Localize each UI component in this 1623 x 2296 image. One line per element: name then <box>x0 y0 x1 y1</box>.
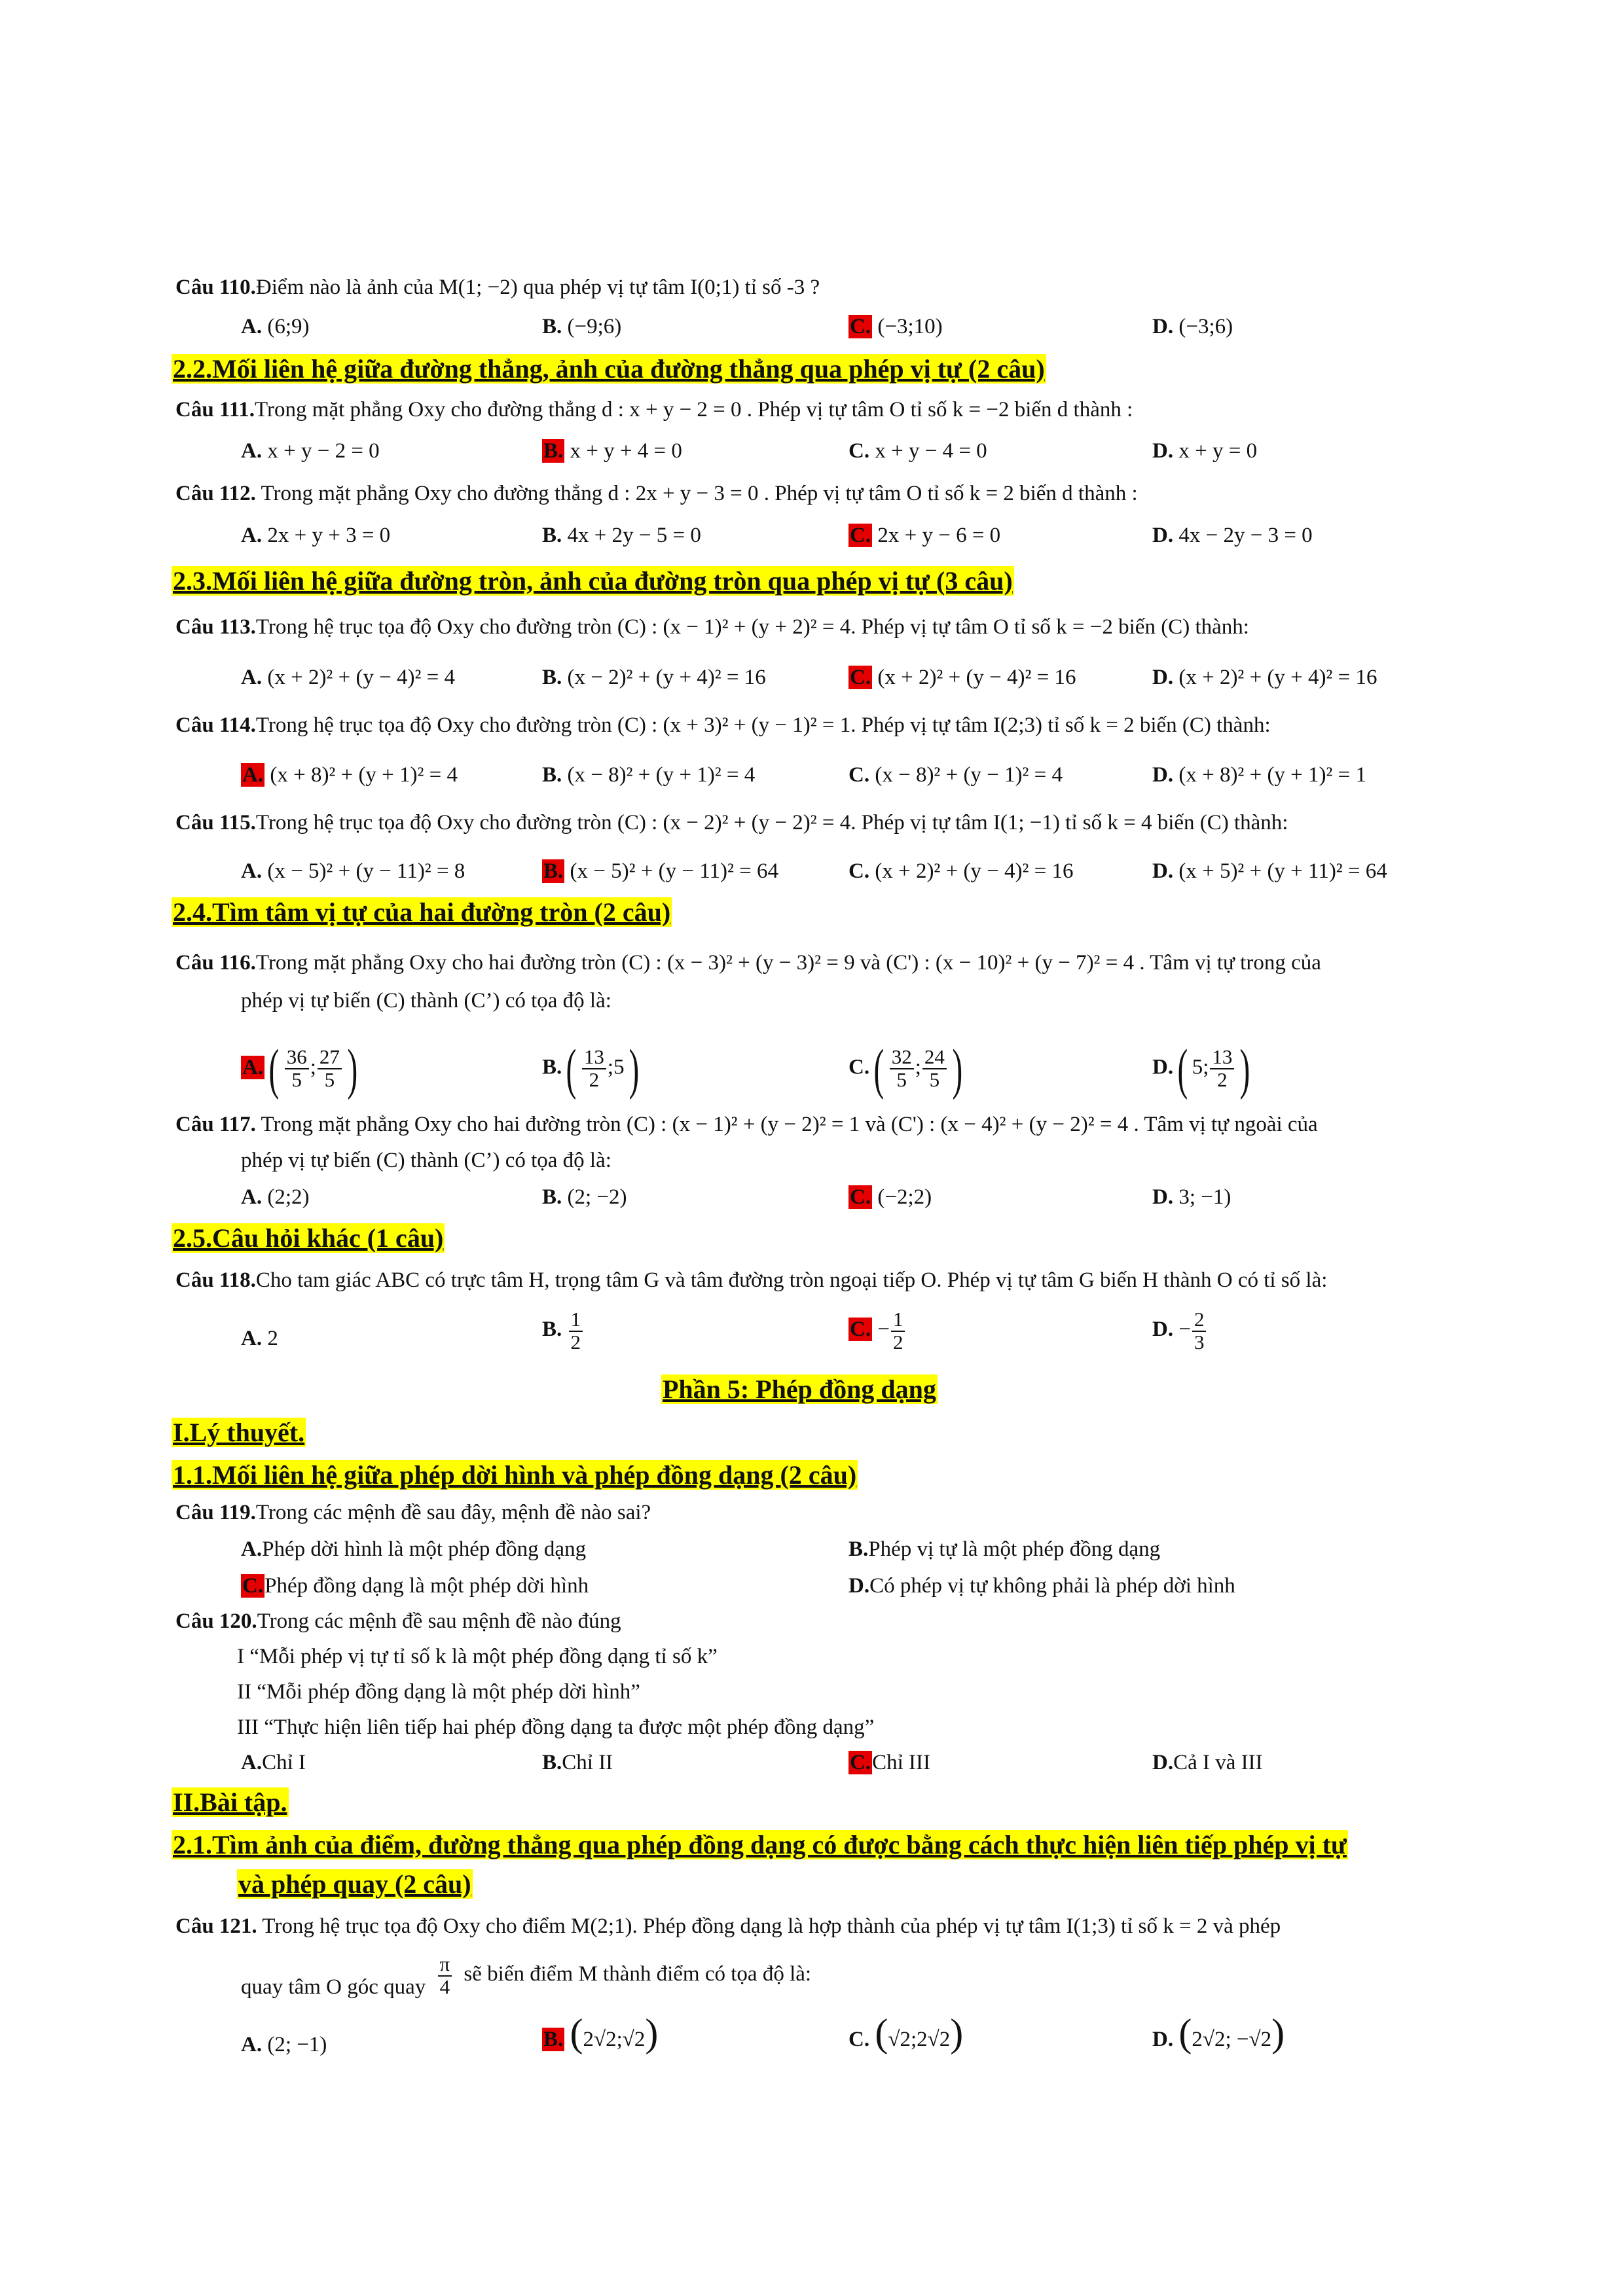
q120-statement-1: I “Mỗi phép vị tự tỉ số k là một phép đồng dạng tỉ số k” <box>237 1645 718 1668</box>
q110-option-d[interactable]: D. (−3;6) <box>1152 315 1233 338</box>
part-title: Phần 5: Phép đồng dạng <box>663 1374 936 1404</box>
q113-option-d[interactable]: D. (x + 2)² + (y + 4)² = 16 <box>1152 666 1377 689</box>
q119-option-a[interactable]: A.Phép dời hình là một phép đồng dạng <box>241 1537 587 1561</box>
answer-mark: C. <box>242 1574 264 1598</box>
q115-options <box>0 857 1623 885</box>
q121-options <box>0 2011 1623 2072</box>
q115-option-a[interactable]: A. (x − 5)² + (y − 11)² = 8 <box>241 859 465 883</box>
q114-option-b[interactable]: B. (x − 8)² + (y + 1)² = 4 <box>542 763 756 787</box>
q115-stem: Câu 115.Trong hệ trục tọa độ Oxy cho đường tròn (C) : (x − 2)² + (y − 2)² = 4. Phép vị tự tâm I(1; −1) tỉ số k = 4 biến (C) thành: <box>175 811 1288 834</box>
q119-option-b[interactable]: B.Phép vị tự là một phép đồng dạng <box>848 1537 1161 1561</box>
q114-stem: Câu 114.Trong hệ trục tọa độ Oxy cho đường tròn (C) : (x + 3)² + (y − 1)² = 1. Phép vị tự tâm I(2;3) tỉ số k = 2 biến (C) thành: <box>175 713 1271 737</box>
q116-stem-2: phép vị tự biến (C) thành (C’) có tọa độ là: <box>241 989 611 1013</box>
q121-option-b[interactable]: B. (2√2;√2) <box>543 2011 659 2054</box>
q111-stem: Câu 111.Trong mặt phẳng Oxy cho đường thẳng d : x + y − 2 = 0 . Phép vị tự tâm O tỉ số k = −2 biến d thành : <box>175 398 1133 422</box>
q111-option-c[interactable]: C. x + y − 4 = 0 <box>848 439 987 463</box>
q115-option-d[interactable]: D. (x + 5)² + (y + 11)² = 64 <box>1152 859 1387 883</box>
section-heading-1-1: 1.1.Mối liên hệ giữa phép dời hình và phép đồng dạng (2 câu) <box>173 1460 857 1490</box>
q120-statement-3: III “Thực hiện liên tiếp hai phép đồng dạng ta được một phép đồng dạng” <box>237 1715 875 1739</box>
q113-options <box>0 664 1623 691</box>
q110-option-a[interactable]: A. (6;9) <box>241 315 310 338</box>
q118-option-b[interactable]: B. $\frac{1}{2}$ <box>542 1309 584 1353</box>
q113-option-b[interactable]: B. (x − 2)² + (y + 4)² = 16 <box>542 666 766 689</box>
q115-option-c[interactable]: C. (x + 2)² + (y − 4)² = 16 <box>848 859 1074 883</box>
answer-mark: A. <box>242 1055 264 1079</box>
section-heading-2-2: 2.2.Mối liên hệ giữa đường thẳng, ảnh của đường thẳng qua phép vị tự (2 câu) <box>173 354 1045 384</box>
q111-options <box>0 437 1623 465</box>
q121-stem: Câu 121. Trong hệ trục tọa độ Oxy cho điểm M(2;1). Phép đồng dạng là hợp thành của phép vị tự tâm I(1;3) tỉ số k = 2 và phép <box>175 1914 1281 1938</box>
q117-options <box>0 1183 1623 1211</box>
q110-option-b[interactable]: B. (−9;6) <box>542 315 622 338</box>
section-heading-2-3: 2.3.Mối liên hệ giữa đường tròn, ảnh của đường tròn qua phép vị tự (3 câu) <box>173 566 1013 596</box>
q110-options <box>0 313 1623 340</box>
q120-statement-2: II “Mỗi phép đồng dạng là một phép dời hình” <box>237 1680 640 1704</box>
q117-option-a[interactable]: A. (2;2) <box>241 1185 310 1209</box>
q112-stem: Câu 112. Trong mặt phẳng Oxy cho đường thẳng d : 2x + y − 3 = 0 . Phép vị tự tâm O tỉ số k = 2 biến d thành : <box>175 482 1138 505</box>
q118-stem: Câu 118.Cho tam giác ABC có trực tâm H, trọng tâm G và tâm đường tròn ngoại tiếp O. Phép vị tự tâm G biến H thành O có tỉ số là: <box>175 1268 1328 1292</box>
q119-stem: Câu 119.Trong các mệnh đề sau đây, mệnh đề nào sai? <box>175 1501 651 1524</box>
heading-exercises: II.Bài tập. <box>173 1787 287 1817</box>
q116-option-d[interactable]: D.( 5; $\frac{13}{2}$ ) <box>1152 1037 1250 1100</box>
q116-option-b[interactable]: B.( $\frac{13}{2}$ ;5) <box>542 1037 639 1100</box>
q111-option-b[interactable]: B. x + y + 4 = 0 <box>543 439 682 463</box>
q113-stem: Câu 113.Trong hệ trục tọa độ Oxy cho đường tròn (C) : (x − 1)² + (y + 2)² = 4. Phép vị tự tâm O tỉ số k = −2 biến (C) thành: <box>175 615 1249 639</box>
q118-option-d[interactable]: D. − $\frac{2}{3}$ <box>1152 1309 1207 1353</box>
q119-options-row2 <box>0 1572 1623 1600</box>
answer-mark: C. <box>850 1751 871 1774</box>
answer-mark: B. <box>543 859 564 883</box>
q119-option-c[interactable]: C.Phép đồng dạng là một phép dời hình <box>242 1574 589 1598</box>
section-heading-2-5: 2.5.Câu hỏi khác (1 câu) <box>173 1223 444 1253</box>
q116-option-c[interactable]: C.( $\frac{32}{5}$ ; $\frac{24}{5}$ ) <box>848 1037 963 1100</box>
answer-mark: C. <box>850 315 871 338</box>
q111-option-d[interactable]: D. x + y = 0 <box>1152 439 1258 463</box>
q120-option-c[interactable]: C.Chỉ III <box>850 1751 930 1774</box>
q118-option-a[interactable]: A. 2 <box>241 1327 278 1350</box>
q119-options-row1 <box>0 1535 1623 1563</box>
q114-option-d[interactable]: D. (x + 8)² + (y + 1)² = 1 <box>1152 763 1367 787</box>
q112-option-b[interactable]: B. 4x + 2y − 5 = 0 <box>542 524 701 547</box>
q120-stem: Câu 120.Trong các mệnh đề sau mệnh đề nào đúng <box>175 1609 621 1633</box>
q111-option-a[interactable]: A. x + y − 2 = 0 <box>241 439 380 463</box>
q118-option-c[interactable]: C. − $\frac{1}{2}$ <box>848 1309 906 1353</box>
heading-theory: I.Lý thuyết. <box>173 1418 305 1447</box>
q121-option-c[interactable]: C. (√2;2√2) <box>848 2011 964 2054</box>
q112-option-d[interactable]: D. 4x − 2y − 3 = 0 <box>1152 524 1313 547</box>
q117-option-c[interactable]: C. (−2;2) <box>850 1185 932 1209</box>
q117-option-d[interactable]: D. 3; −1) <box>1152 1185 1231 1209</box>
q110-option-c[interactable]: C. (−3;10) <box>850 315 943 338</box>
q113-option-a[interactable]: A. (x + 2)² + (y − 4)² = 4 <box>241 666 456 689</box>
q120-option-b[interactable]: B.Chỉ II <box>542 1751 613 1774</box>
answer-mark: A. <box>242 763 264 787</box>
q120-option-d[interactable]: D.Cả I và III <box>1152 1751 1263 1774</box>
q118-options <box>0 1309 1623 1368</box>
q110-label: Câu 110. <box>175 276 256 299</box>
q116-stem: Câu 116.Trong mặt phẳng Oxy cho hai đường tròn (C) : (x − 3)² + (y − 3)² = 9 và (C') : (x − 10)² + (y − 7)² = 4 . Tâm vị tự trong của <box>175 951 1321 975</box>
q112-options <box>0 522 1623 549</box>
q114-options <box>0 761 1623 789</box>
section-heading-2-1: 2.1.Tìm ảnh của điểm, đường thẳng qua phép đồng dạng có được bằng cách thực hiện liên tiếp phép vị tự <box>173 1830 1347 1859</box>
section-heading-2-4: 2.4.Tìm tâm vị tự của hai đường tròn (2 câu) <box>173 897 671 927</box>
q119-option-d[interactable]: D.Có phép vị tự không phải là phép dời hình <box>848 1574 1235 1598</box>
q117-stem-2: phép vị tự biến (C) thành (C’) có tọa độ là: <box>241 1149 611 1172</box>
q112-option-a[interactable]: A. 2x + y + 3 = 0 <box>241 524 391 547</box>
answer-mark: C. <box>850 1185 871 1209</box>
q114-option-c[interactable]: C. (x − 8)² + (y − 1)² = 4 <box>848 763 1063 787</box>
q117-option-b[interactable]: B. (2; −2) <box>542 1185 627 1209</box>
answer-mark: B. <box>543 439 564 463</box>
answer-mark: C. <box>850 1318 871 1342</box>
q117-stem: Câu 117. Trong mặt phẳng Oxy cho hai đường tròn (C) : (x − 1)² + (y − 2)² = 1 và (C') : (x − 4)² + (y − 2)² = 4 . Tâm vị tự ngoài của <box>175 1113 1318 1136</box>
q110-text: Điểm nào là ảnh của M(1; −2) qua phép vị tự tâm I(0;1) tỉ số -3 ? <box>255 276 820 299</box>
q116-option-a[interactable]: A.( $\frac{36}{5}$ ; $\frac{27}{5}$ ) <box>242 1037 358 1100</box>
q121-stem-2: quay tâm O góc quay $\frac{\pi}{4}$ sẽ biến điểm M thành điểm có tọa độ là: <box>241 1952 812 2000</box>
q120-option-a[interactable]: A.Chỉ I <box>241 1751 306 1774</box>
q116-options <box>0 1021 1623 1100</box>
answer-mark: C. <box>850 524 871 547</box>
q110-stem <box>175 274 1623 301</box>
q121-option-a[interactable]: A. (2; −1) <box>241 2033 327 2056</box>
answer-mark: C. <box>850 666 871 689</box>
section-heading-2-1-cont: và phép quay (2 câu) <box>238 1869 471 1899</box>
answer-mark: B. <box>543 2028 564 2051</box>
q112-option-c[interactable]: C. 2x + y − 6 = 0 <box>850 524 1001 547</box>
q115-option-b[interactable]: B. (x − 5)² + (y − 11)² = 64 <box>543 859 778 883</box>
q114-option-a[interactable]: A. (x + 8)² + (y + 1)² = 4 <box>242 763 458 787</box>
q113-option-c[interactable]: C. (x + 2)² + (y − 4)² = 16 <box>850 666 1076 689</box>
q121-option-d[interactable]: D. (2√2; −√2) <box>1152 2011 1285 2054</box>
q120-options <box>0 1749 1623 1776</box>
